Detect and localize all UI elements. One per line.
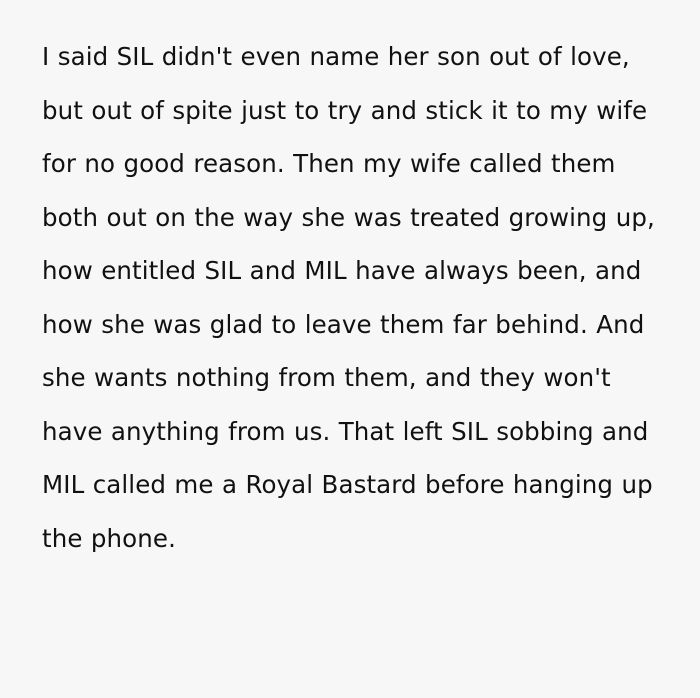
story-body-text: I said SIL didn't even name her son out of love, but out of spite just to try and stick it to my wife for no good reason. Then my wife called them both out on the way she was treated growing up, how entitled SIL and MIL have always been, and how she was glad to leave them far behind. And she wants nothing from them, and they won't have anything from us. That left SIL sobbing and MIL called me a Royal Bastard before hanging up the phone.: [42, 42, 664, 553]
